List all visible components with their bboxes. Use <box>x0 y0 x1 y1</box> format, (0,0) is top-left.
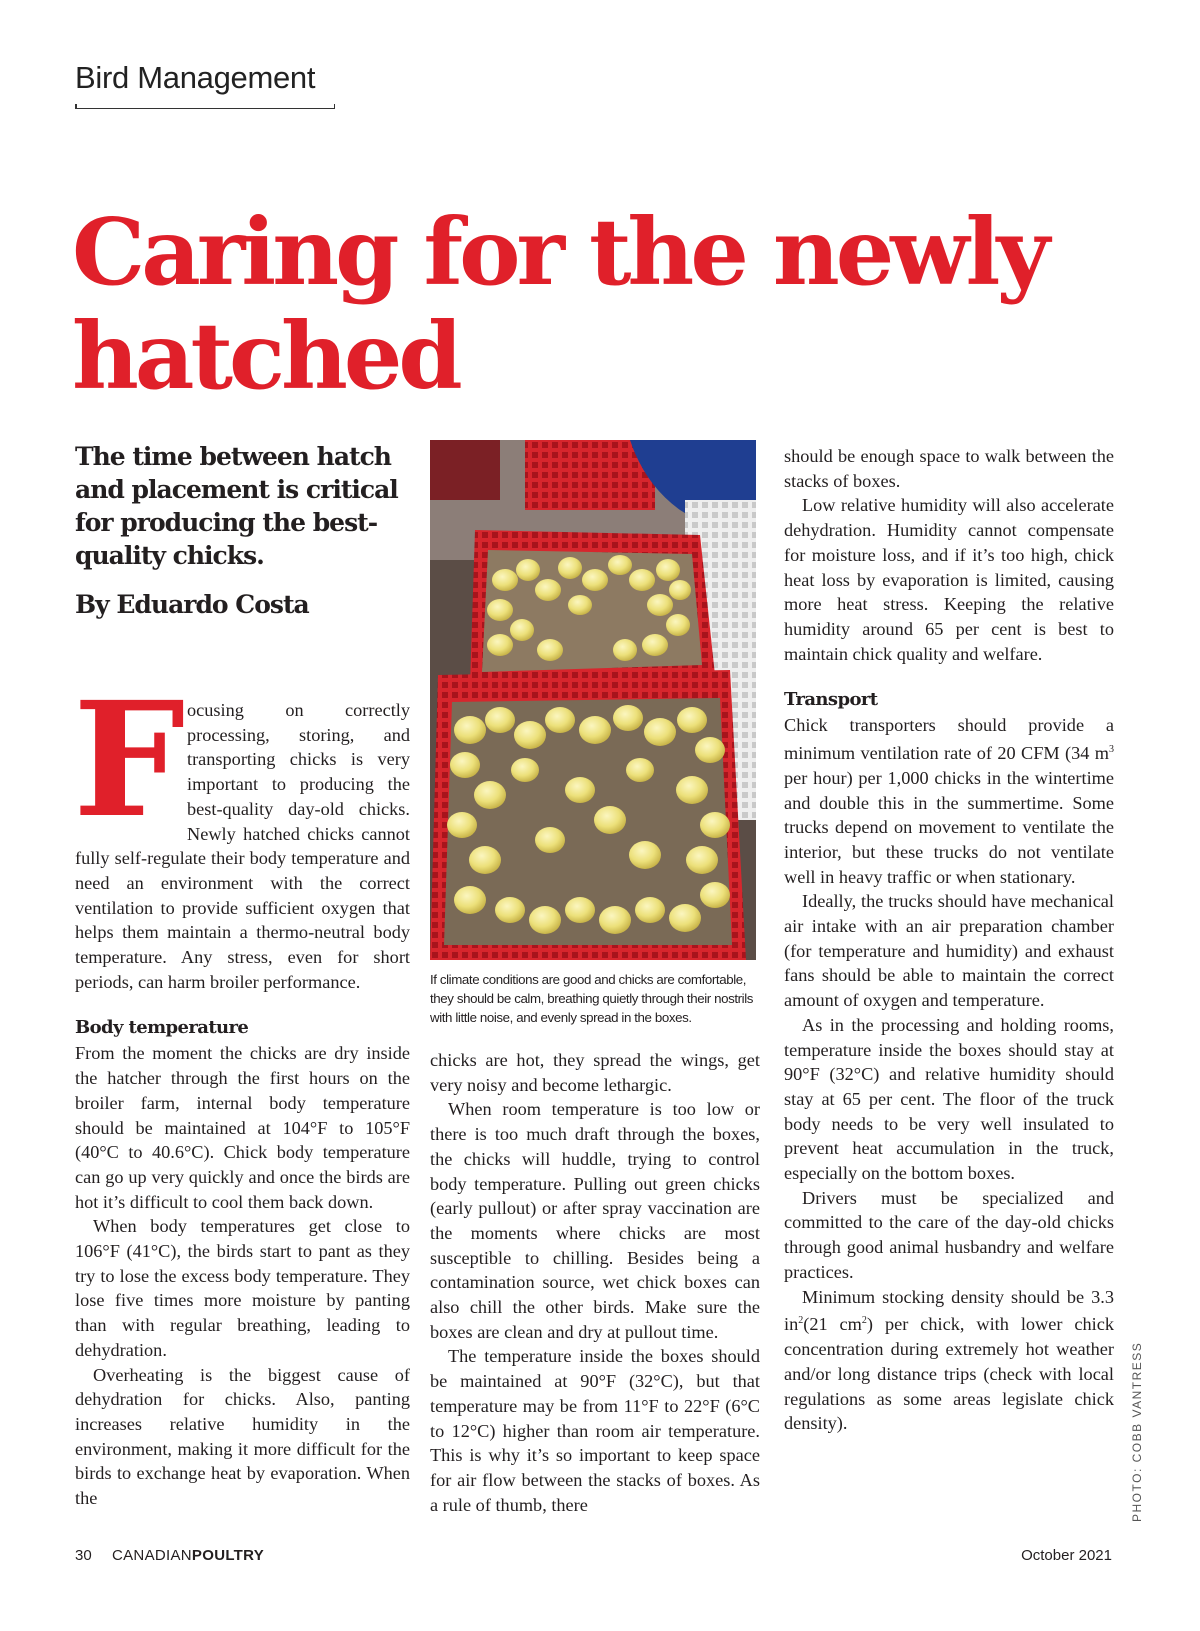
body-paragraph: chicks are hot, they spread the wings, get very noisy and become lethargic. <box>430 1050 760 1095</box>
body-paragraph: From the moment the chicks are dry inside the hatcher through the first hours on the broiler farm, internal body temperature should be maintained at 104°F to 105°F (40°C to 40.6°C). Chick body temperature can go up very quickly and once the birds are hot it’s difficult to cool them back down. <box>75 1043 410 1212</box>
body-paragraph: Chick transporters should provide a minimum ventilation rate of 20 CFM (34 $m^3$ per hour) per 1,000 chicks in the wintertime and double this in the summertime. Some trucks depend on movement to ventilate the interior, but these trucks do not ventilate well in heavy traffic or when stationary. <box>784 715 1114 887</box>
article-column-1 <box>73 668 410 1511</box>
issue-date: October 2021 <box>1021 1547 1112 1564</box>
body-paragraph: When room temperature is too low or there is too much draft through the boxes, the chicks will huddle, trying to control body temperature. Pulling out green chicks (early pullout) or after spray vaccination are the moments where chicks are most susceptible to chilling. Besides being a contamination source, wet chick boxes can also chill the other birds. Make sure the boxes are clean and dry at pullout time. <box>430 1099 760 1342</box>
intro-paragraph: ocusing on correctly processing, storing, and transporting chicks is very important to producing the best-quality day-old chicks. Newly hatched chicks cannot fully self-regulate their body temperature and need an environment with the correct ventilation to provide sufficient oxygen that helps them maintain a thermo-neutral body temperature. Any stress, even for short periods, can harm broiler performance. <box>75 700 410 992</box>
body-paragraph: Drivers must be specialized and committed to the care of the day-old chicks through good animal husbandry and welfare practices. <box>784 1187 1114 1282</box>
article-headline: Caring for the newly hatched <box>72 198 1046 410</box>
photo-credit: PHOTO: COBB VANTRESS <box>1130 1341 1144 1522</box>
magazine-name: CANADIANPOULTRY <box>112 1547 265 1564</box>
subheading-body-temperature: Body temperature <box>75 1017 249 1039</box>
drop-cap: F <box>73 668 186 853</box>
body-paragraph: Low relative humidity will also accelerate dehydration. Humidity cannot compensate for moisture loss, and if it’s too high, chick heat loss by evaporation is limited, causing more heat stress. Keeping the relative humidity around 65 per cent is best to maintain chick quality and welfare. <box>784 495 1114 664</box>
page-number: 30 <box>75 1547 92 1564</box>
section-rule <box>75 108 335 109</box>
body-paragraph: The temperature inside the boxes should be maintained at 90°F (32°C), but that temperature may be from 11°F to 22°F (6°C to 12°C) higher than room air temperature. This is why it’s so important to keep space for air flow between the stacks of boxes. As a rule of thumb, there <box>430 1346 760 1515</box>
subheading-transport: Transport <box>784 689 878 711</box>
article-column-3 <box>784 444 1114 1436</box>
chicks-in-boxes-photo <box>430 440 756 960</box>
body-paragraph: When body temperatures get close to 106°F (41°C), the birds start to pant as they try to lose the excess body temperature. They lose five times more moisture by panting than with regular breathing, leading to dehydration. <box>75 1216 410 1360</box>
body-paragraph: Overheating is the biggest cause of dehydration for chicks. Also, panting increases relative humidity in the environment, making it more difficult for the birds to exchange heat by evaporation. When the <box>75 1364 410 1509</box>
body-paragraph: Minimum stocking density should be 3.3 $in^2(21$ $cm^2$) per chick, with lower chick concentration during extremely hot weather and/or long distance trips (check with local regulations as some areas legislate chick density). <box>784 1286 1115 1434</box>
chicks-photo-illustration <box>430 440 756 960</box>
article-column-2 <box>430 1048 760 1517</box>
body-paragraph: Ideally, the trucks should have mechanical air intake with an air preparation chamber (for temperature and humidity) and exhaust fans should be able to maintain the correct amount of oxygen and temperature. <box>784 891 1114 1011</box>
article-byline: By Eduardo Costa <box>75 590 309 619</box>
article-deck: The time between hatch and placement is critical for producing the best-quality chicks. <box>75 442 398 570</box>
body-paragraph: As in the processing and holding rooms, temperature inside the boxes should stay at 90°F (32°C) and relative humidity should stay at 65 per cent. The floor of the truck body needs to be very well insulated to prevent heat accumulation in the truck, especially on the bottom boxes. <box>784 1014 1114 1184</box>
photo-caption: If climate conditions are good and chicks are comfortable, they should be calm, breathing quietly through their nostrils with little noise, and evenly spread in the boxes. <box>430 972 753 1025</box>
body-paragraph: should be enough space to walk between the stacks of boxes. <box>784 446 1114 491</box>
section-label: Bird Management <box>75 60 316 95</box>
